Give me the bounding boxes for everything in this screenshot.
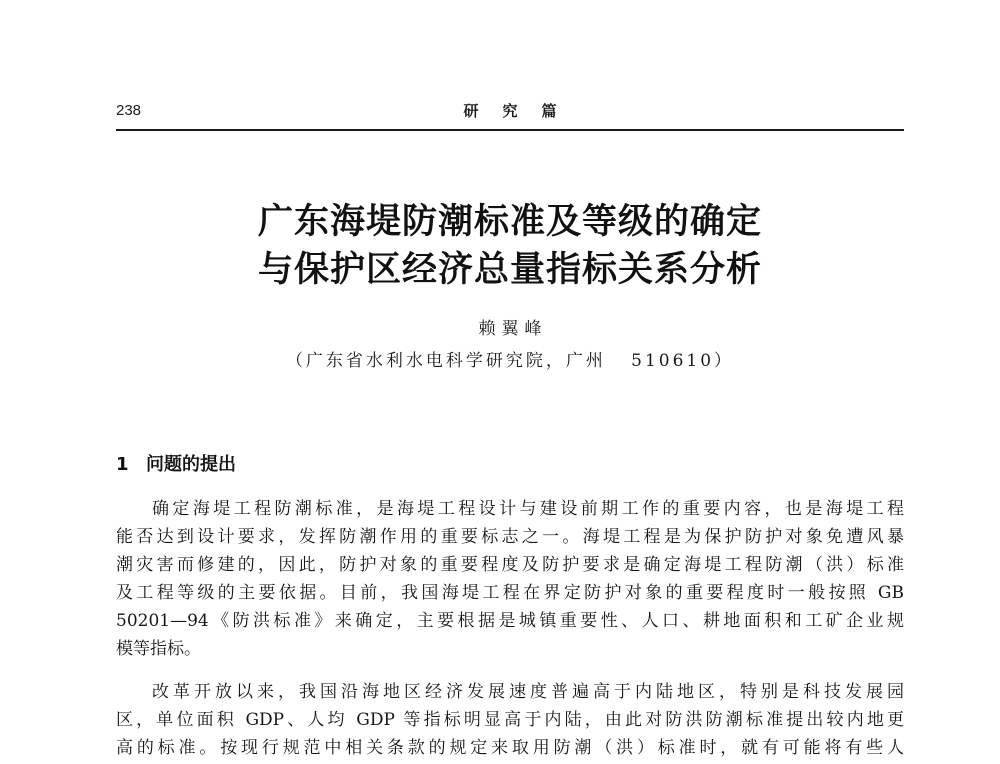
section-heading bbox=[116, 450, 236, 476]
paper-title-line-2: 与保护区经济总量指标关系分析 bbox=[257, 250, 762, 290]
paragraph-2-line: 区，单位面积 GDP、人均 GDP 等指标明显高于内陆，由此对防洪防潮标准提出较内地更 bbox=[116, 710, 904, 730]
paragraph-1-line: 模等指标。 bbox=[116, 639, 201, 659]
paragraph-1-line: 确定海堤工程防潮标准，是海堤工程设计与建设前期工作的重要内容，也是海堤工程 bbox=[152, 499, 904, 519]
page-header bbox=[116, 96, 904, 126]
paragraph-2-line: 高的标准。按现行规范中相关条款的规定来取用防潮（洪）标准时，就有可能将有些人 bbox=[116, 738, 904, 758]
section-number: 1 bbox=[116, 454, 129, 475]
paragraph-1-line: 能否达到设计要求，发挥防潮作用的重要标志之一。海堤工程是为保护防护对象免遭风暴 bbox=[116, 527, 904, 547]
author-name: 赖翼峰 bbox=[478, 319, 548, 339]
running-title: 研究篇 bbox=[463, 102, 581, 120]
header-rule bbox=[116, 129, 904, 131]
paragraph-2-line: 改革开放以来，我国沿海地区经济发展速度普遍高于内陆地区，特别是科技发展园 bbox=[152, 682, 904, 702]
paragraph-1-line: 及工程等级的主要依据。目前，我国海堤工程在界定防护对象的重要程度时一般按照 GB bbox=[116, 583, 904, 603]
page-number: 238 bbox=[116, 102, 142, 119]
section-title: 问题的提出 bbox=[146, 454, 236, 475]
paper-title-line-1: 广东海堤防潮标准及等级的确定 bbox=[257, 202, 762, 242]
paragraph-1-line: 50201—94《防洪标准》来确定，主要根据是城镇重要性、人口、耕地面积和工矿企业规 bbox=[116, 611, 904, 631]
author-affiliation: （广东省水利水电科学研究院，广州 510610） bbox=[285, 351, 735, 371]
paragraph-1-line: 潮灾害而修建的，因此，防护对象的重要程度及防护要求是确定海堤工程防潮（洪）标准 bbox=[116, 555, 904, 575]
